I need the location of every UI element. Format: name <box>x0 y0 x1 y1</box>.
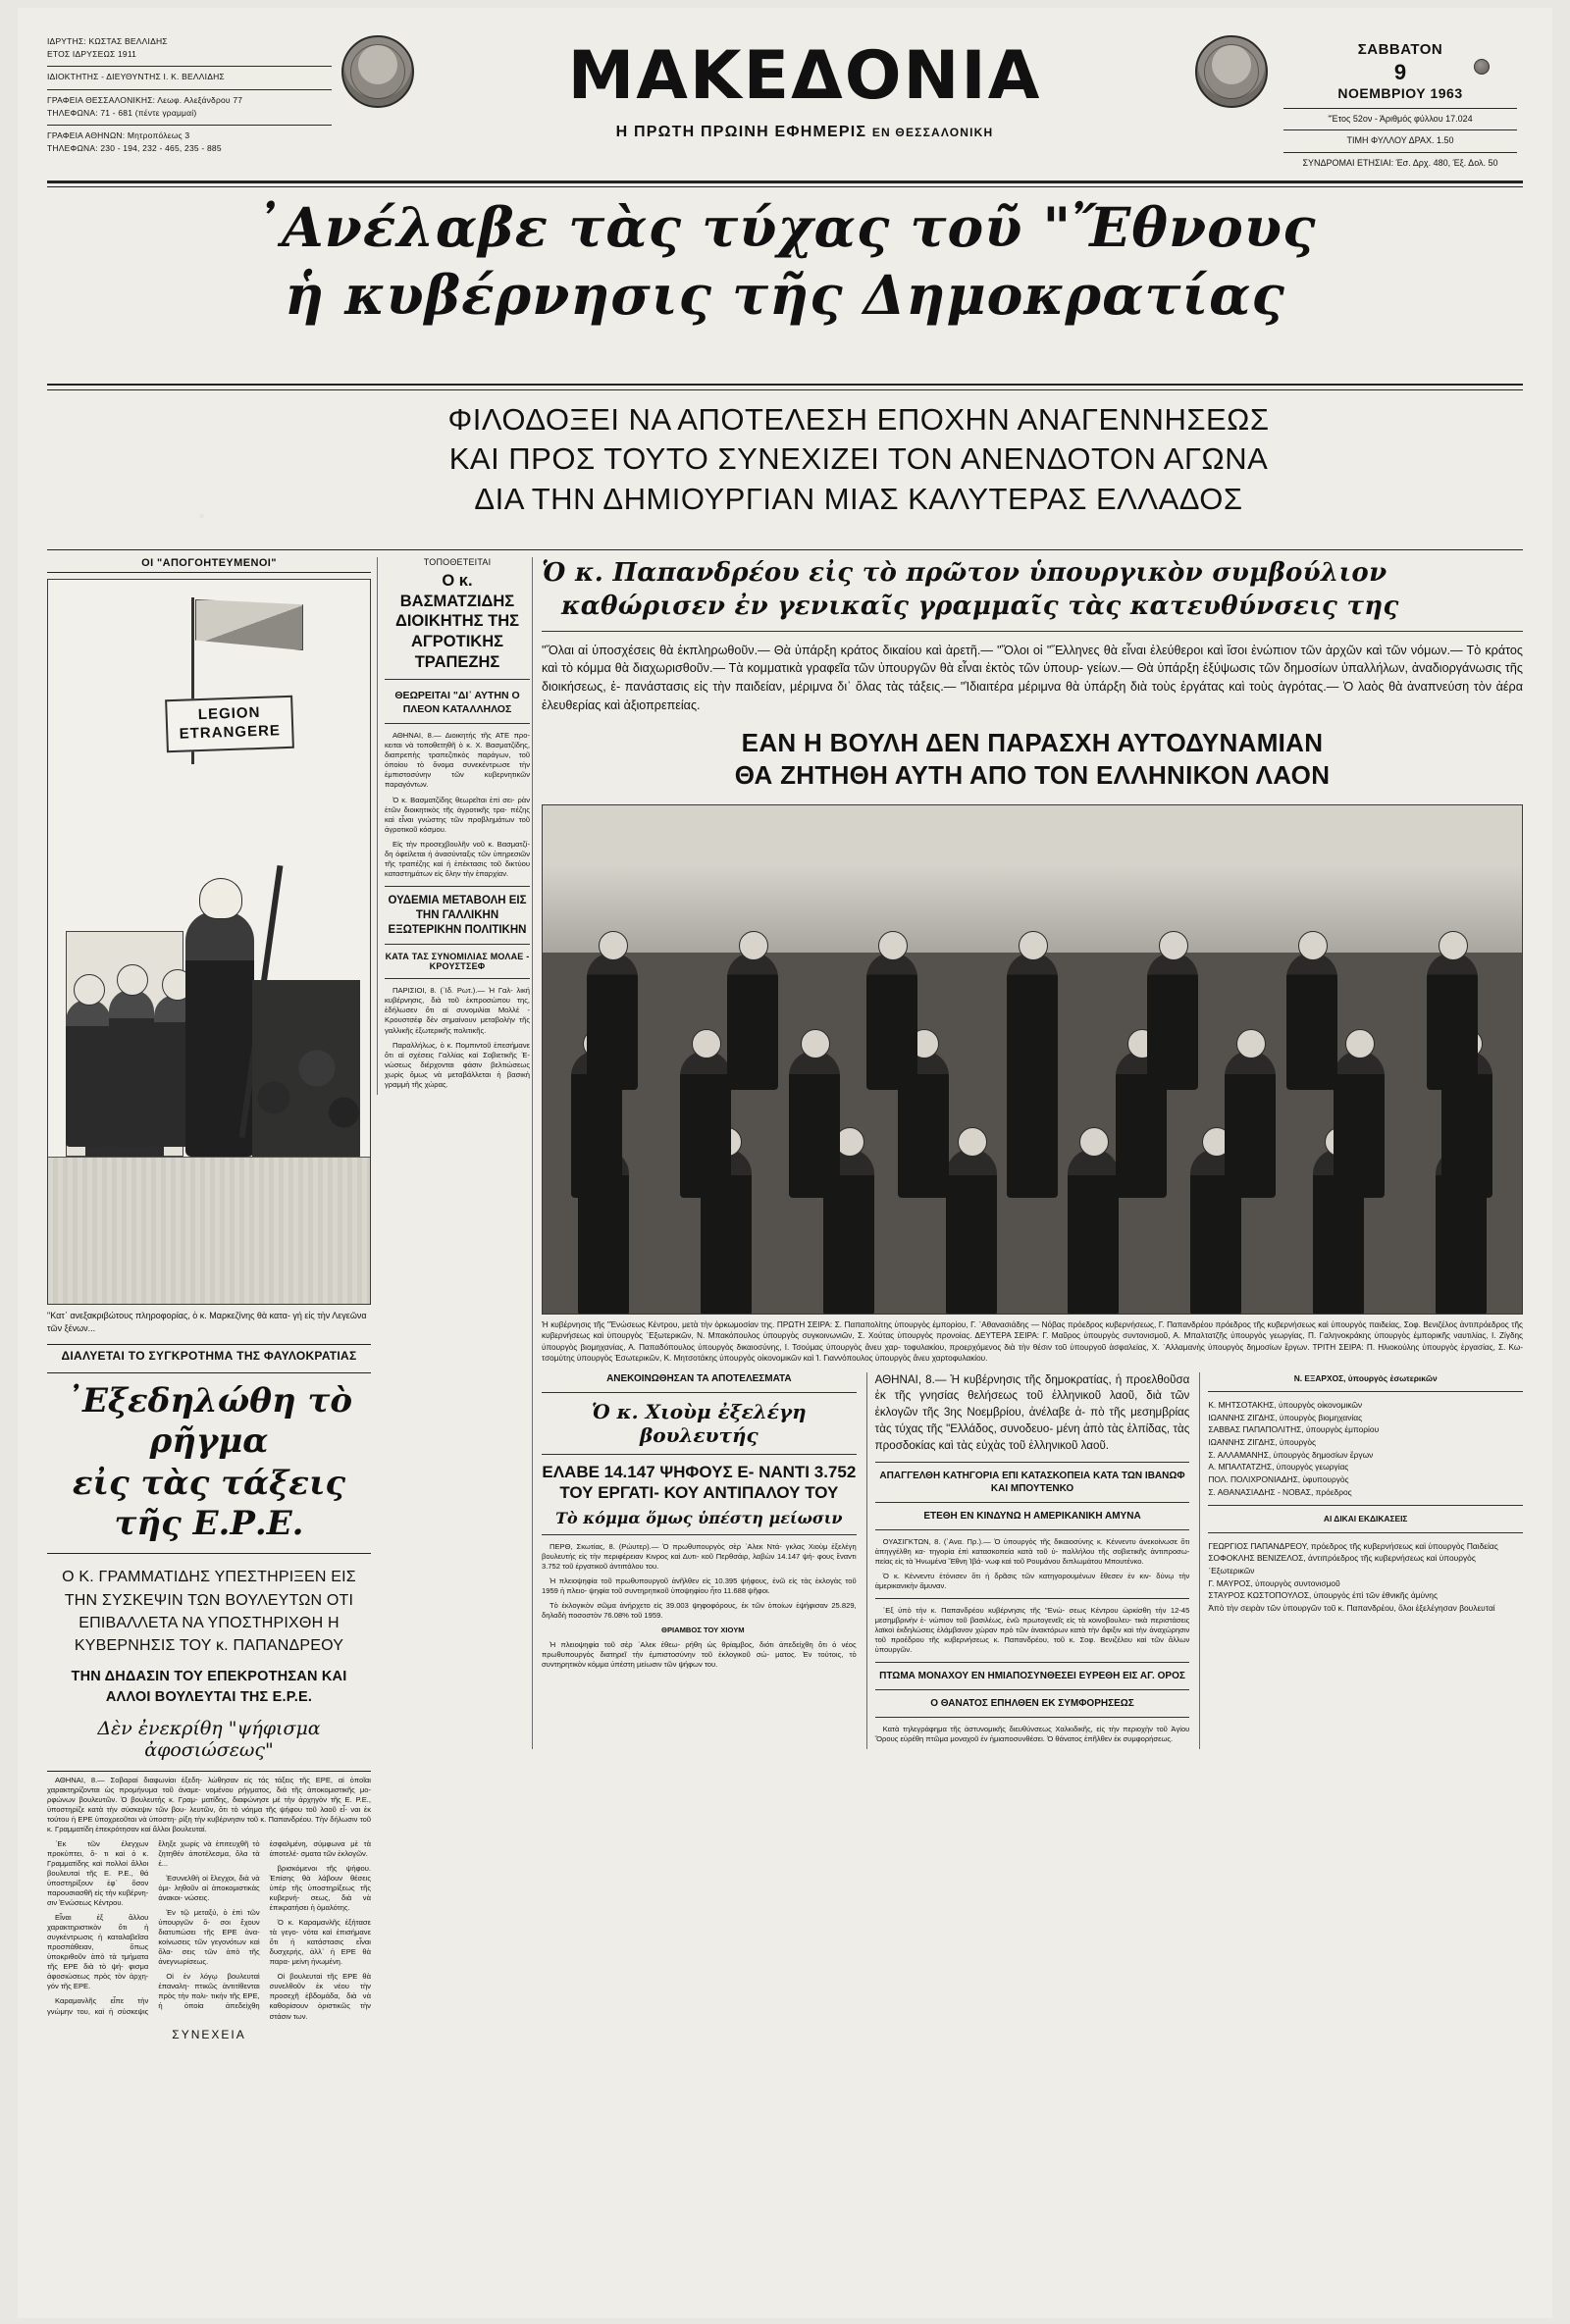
paragraph: ΠΑΡΙΣΙΟΙ, 8. (᾽Ιδ. Ρωτ.).— Ἡ Γαλ- λική κυβέρνησις, διὰ τοῦ ἐκπροσώπου της, ἐδήλωσεν ὅτι αἱ συνομιλίαι Μολλέ - Κρουστσέφ δὲν σημαίνουν μεταβολὴν τῆς γαλλικῆς ἐξωτερικῆς πολιτικῆς. <box>385 986 530 1035</box>
date-number: 9 <box>1393 59 1407 84</box>
owner-line: ΙΔΙΟΚΤΗΤΗΣ - ΔΙΕΥΘΥΝΤΗΣ Ι. Κ. ΒΕΛΛΙΔΗΣ <box>47 72 225 82</box>
paragraph: Ἡ πλειοψηφία τοῦ σὲρ ᾽Αλεκ ἐθεω- ρήθη ὡς θρίαμβος, διότι ἀπεδείχθη ὅτι ὁ νέος πρωθυπουργὸς διατηρεῖ τὴν ἐμπιστοσύνην τοῦ ἐκλογικοῦ σώ- ματος. Ἐν τούτοις, τὸ συντηρητικὸν κόμμα ὑπέστη μείωσιν τῶν ψήφων του. <box>542 1640 857 1670</box>
parliament-headline <box>542 727 1523 793</box>
founded-year: ΕΤΟΣ ΙΔΡΥΣΕΩΣ 1911 <box>47 49 137 60</box>
paragraph: Τὸ ἐκλογικὸν σῶμα ἀνήρχετο εἰς 39.003 ψηφοφόρους, ἐκ τῶν ὁποίων ἐψήφισαν 25.829, δηλαδὴ ποσοστὸν 76.08% τοῦ 1959. <box>542 1601 857 1621</box>
spy-body <box>875 1537 1190 1591</box>
home-headline: Ὁ κ. Χιοὺμ ἐξελέγη βουλευτής <box>592 1399 807 1447</box>
main-column <box>542 557 1523 1749</box>
divider <box>1208 1532 1523 1533</box>
france-headline: ΟΥΔΕΜΙΑ ΜΕΤΑΒΟΛΗ ΕΙΣ ΤΗΝ ΓΑΛΛΙΚΗΝ ΕΞΩΤΕΡΙΚΗΝ ΠΟΛΙΤΙΚΗΝ <box>388 894 527 936</box>
divider <box>385 723 530 724</box>
political-cartoon <box>47 579 371 1305</box>
divider <box>1283 108 1517 109</box>
home-body <box>542 1542 857 1670</box>
person <box>1147 953 1198 1090</box>
masthead-publisher-info <box>47 29 332 177</box>
person <box>587 953 638 1090</box>
cabinet-script-headline <box>542 557 1523 624</box>
ministers-list <box>1208 1399 1523 1498</box>
list-item: ΣΤΑΥΡΟΣ ΚΩΣΤΟΠΟΥΛΟΣ, ὑπουργὸς ἐπὶ τῶν ἐθνικῆς ἀμύνης <box>1208 1590 1438 1601</box>
cabinet-lead-paragraph: "Ὅλαι αἱ ὑποσχέσεις θὰ ἐκπληρωθοῦν.— Θὰ ὑπάρξη κράτος δικαίου καὶ ἀρετῆ.— "Ὅλοι οἱ "Ἕλληνες θὰ εἶναι ἐλεύθεροι καὶ ἴσοι ἐνώπιον τῶν ἀρχῶν καὶ τῶν νόμων.— Τὸ κράτος καὶ τὸ κόμμα θὰ διαχωρισθοῦν.— Τὰ κομματικὰ γραφεῖα τῶν ὑπουργῶν θὰ εἶναι ἐκτὸς τῶν ὑπουρ- γείων.— Θὰ ὑπάρξη ἐξύψωσις τῶν δημοσίων ὑπαλλήλων, ἀναδιοργάνωσις τῆς διοικήσεως, ἐ- πανάστασις εἰς τὴν παιδείαν, μέριμνα δι᾽ ὅλας τὰς τάξεις.— "Ἰδιαιτέρα μέριμνα θὰ ὑπάρξη διὰ τοὺς ἐργάτας καὶ τοὺς ἀγρότας.— Ὁ λαὸς θὰ ἀναπνεύση τὸν ἀέρα ἐλευθερίας καὶ ἀξιοπρεπείας. <box>542 643 1523 713</box>
paragraph: βρισκόμενοι τῆς ψήφου. Ἐπίσης θὰ λάβουν θέσεις ὑπέρ τῆς ὑποστηρίξεως τῆς κυβερνή- σεως, διὰ νὰ ἐπικρατήσει ἡ ὁμαλότης. <box>269 1864 371 1913</box>
rupture-headline-2: εἰς τὰς τάξεις τῆς Ε.Ρ.Ε. <box>72 1463 346 1543</box>
list-item: ΣΑΒΒΑΣ ΠΑΠΑΠΟΛΙΤΗΣ, ὑπουργὸς ἐμπορίου <box>1208 1424 1380 1435</box>
deck-line-2: ΚΑΙ ΠΡΟΣ ΤΟΥΤΟ ΣΥΝΕΧΙΖΕΙ ΤΟΝ ΑΝΕΝΔΟΤΟΝ ΑΓΩΝΑ <box>448 441 1269 477</box>
divider <box>1208 1505 1523 1506</box>
list-item: Γ. ΜΑΥΡΟΣ, ὑπουργὸς συντονισμοῦ <box>1208 1577 1340 1588</box>
ministers-title: Ν. ΕΞΑΡΧΟΣ, ὑπουργὸς ἐσωτερικῶν <box>1293 1372 1438 1383</box>
paragraph: Καραμανλῆς εἶπε τὴν γνώμην του, καὶ ἡ σύσκεψις ἔληξε χωρίς νὰ ἐπιτευχθῆ τὸ ζητηθέν ἀποτέλεσμα, ὅλα τὰ ἐ... <box>47 1839 260 2016</box>
home-body-subhead: ΘΡΙΑΜΒΟΣ ΤΟΥ ΧΙΟΥΜ <box>661 1626 745 1635</box>
emblem-right-icon <box>1195 35 1268 108</box>
continuation-mark: ΣΥΝΕΧΕΙΑ <box>172 2027 246 2041</box>
paragraph: Ἐσυνελθὴ οἱ ἔλεγχοι, διὰ νὰ ὁμι- ληθοῦν αἱ ἀποκομιστικὰς ἀνακοι- νώσεις. <box>158 1874 260 1903</box>
divider <box>542 1454 857 1455</box>
ground <box>48 1157 370 1304</box>
atb-body <box>385 731 530 878</box>
rupture-subhead-2: ΤΗΝ ΔΗΔΑΣΙΝ ΤΟΥ ΕΠΕΚΡΟΤΗΣΑΝ ΚΑΙ ΑΛΛΟΙ ΒΟΥΛΕΥΤΑΙ ΤΗΣ Ε.Ρ.Ε. <box>71 1669 347 1706</box>
list-item: ΠΟΛ. ΠΟΛΙΧΡΟΝΙΑΔΗΣ, ὑφυπουργὸς <box>1208 1473 1349 1484</box>
parliament-line-2: ΘΑ ΖΗΤΗΘΗ ΑΥΤΗ ΑΠΟ ΤΟΝ ΕΛΛΗΝΙΚΟΝ ΛΑΟΝ <box>734 760 1331 791</box>
headline-deck <box>243 400 1474 519</box>
paragraph: Κατὰ τηλεγράφημα τῆς ἀστυνομικῆς διευθύνσεως Χαλκιδικῆς, εἰς τὴν περιοχὴν τοῦ Ἁγίου Ὄρους εὑρέθη πτῶμα μοναχοῦ ἐν ἡμιαποσυνθέσει. Ὁ θάνατος ἐπῆλθεν ἐκ συμφορήσεως. <box>874 1724 1190 1743</box>
list-item: Σ. ΑΘΑΝΑΣΙΑΔΗΣ - ΝΟΒΑΣ, πρόεδρος <box>1208 1486 1352 1497</box>
list-item: ΓΕΩΡΓΙΟΣ ΠΑΠΑΝΔΡΕΟΥ, πρόεδρος τῆς κυβερνήσεως καὶ ὑπουργὸς Παιδείας <box>1208 1540 1498 1551</box>
secondary-column <box>385 557 530 1095</box>
lower-subcolumns <box>542 1372 1523 1749</box>
home-kicker: ΑΝΕΚΟΙΝΩΘΗΣΑΝ ΤΑ ΑΠΟΤΕΛΕΣΜΑΤΑ <box>606 1372 792 1384</box>
person <box>1427 953 1478 1090</box>
divider <box>47 1553 371 1554</box>
office-athens: ΓΡΑΦΕΙΑ ΑΘΗΝΩΝ: Μητροπόλεως 3 <box>47 129 190 140</box>
person <box>727 953 778 1090</box>
paragraph: Εἶναι ἐξ ἄλλου χαρακτηριστικὸν ὅτι ἡ συγκέντρωσις ἡ καταλαβεῖσα προσπάθειαν, ὅπως ὑποκριθοῦν ἀπὸ τὰ τμήματα τῆς ΕΡΕ διὰ τὸ ψή- φισμα ἀφοσιώσεως πρὸς τὸν ἀρχη- γόν τῆς ΕΡΕ. <box>47 1913 149 1991</box>
list-item: Κ. ΜΗΤΣΟΤΑΚΗΣ, ὑπουργὸς οἰκονομικῶν <box>1208 1400 1363 1411</box>
emblem-left-icon <box>341 35 414 108</box>
divider <box>47 66 332 67</box>
rupture-headline-1: ᾽Εξεδηλώθη τὸ ρῆγμα <box>65 1381 353 1461</box>
paragraph: Ὁ κ. Καραμανλῆς ἐξήτασε τὰ γεγο- νότα καὶ ἐπισήμανε ὅτι ἡ κατάστασις εἶναι δυσχερής, ἀλλ᾽ ἡ ΕΡΕ θὰ παρα- μείνη ἡνωμένη. <box>269 1918 371 1967</box>
home-election-article <box>542 1372 857 1749</box>
divider <box>385 679 530 680</box>
list-item: ΙΩΑΝΝΗΣ ΖΙΓΔΗΣ, ὑπουργὸς <box>1208 1437 1317 1448</box>
cartoon-figure <box>109 990 154 1147</box>
home-subhead: ΕΛΑΒΕ 14.147 ΨΗΦΟΥΣ Ε- ΝΑΝΤΙ 3.752 ΤΟΥ ΕΡΓΑΤΙ- ΚΟΥ ΑΝΤΙΠΑΛΟΥ ΤΟΥ <box>542 1462 857 1502</box>
month-year: ΝΟΕΜΒΡΙΟΥ 1963 <box>1337 84 1463 101</box>
founder-line: ΙΔΡΥΤΗΣ: ΚΩΣΤΑΣ ΒΕΛΛΙΔΗΣ <box>47 36 168 46</box>
atb-subhead: ΘΕΩΡΕΙΤΑΙ "ΔΙ᾽ ΑΥΤΗΝ Ο ΠΛΕΟΝ ΚΑΤΑΛΛΗΛΟΣ <box>394 690 520 715</box>
paragraph: ΟΥΑΣΙΓΚΤΩΝ, 8. (᾽Ανα. Πρ.).— Ὁ ὑπουργὸς τῆς δικαιοσύνης κ. Κέννεντυ ἀνεκοίνωσε ὅτι ἀπηγγέλθη κα- τηγορία ἐπὶ κατασκοπεία κατὰ τοῦ ὑ- παλλήλου τῆς σοβιετικῆς ἀντιπροσω- πείας εἰς τὰ Ἡνωμένα Ἔθνη Ἰβά- νωφ καὶ τοῦ Ρουμάνου διπλωμάτου Μπουτένκο. <box>874 1536 1190 1566</box>
paragraph: ᾽Εκ τῶν ἐλεγχων προκύπτει, ὅ- τι καὶ ὁ κ. Γραμματίδης καὶ πολλοί ἄλλοι βουλευταί τῆς Ε. Ρ.Ε., θά ὑποστηρίξουν ἐφ᾽ ὅσον παρουσιασθῆ εἰς τὴν κυβέρνη- σιν Ἑνώσεως Κέντρου. <box>47 1839 149 1908</box>
banner-rule-b <box>47 389 1523 390</box>
columns-area <box>47 557 1523 2308</box>
list-item: ΙΩΑΝΝΗΣ ΖΙΓΔΗΣ, ὑπουργὸς βιομηχανίας <box>1208 1412 1363 1422</box>
photo-row-front <box>543 953 1522 1090</box>
script-line-2: καθώρισεν ἐν γενικαῖς γραμμαῖς τὰς κατευθύνσεις της <box>561 591 1399 621</box>
phones-thessaloniki: ΤΗΛΕΦΩΝΑ: 71 - 681 (πέντε γραμμαί) <box>47 107 197 118</box>
paragraph: ᾽Εξ ὑπὸ τὴν κ. Παπανδρέου κυβέρνησις τῆς "Ενώ- σεως Κέντρου ὡρκίσθη τὴν 12-45 μεσημβρινὴν ἐ- νώπιον τοῦ βασιλέως, ἐνῶ πρωτογενεῖς εἰς τὰ κοινοβουλευ- τικὰ περιστάσεις λαϊκοὶ ἐκδηλώσεις ἐλάμβανον χώραν πρὸ τῶν ἀνακτόρων κατὰ τὴν ἄφιξιν καὶ τὴν ἀναχώρησιν τοῦ προέδρου τῆς κυβερνήσεως κ. Παπανδρέου, τοῦ κ. Σοφ. Βενιζέλου καὶ τῶν ἄλλων ὑπουργῶν. <box>874 1605 1190 1654</box>
paragraph: Ὁ κ. Κέννεντυ ἐτόνισεν ὅτι ἡ δρᾶσις τῶν κατηγορουμένων ἔθεσεν ἐν κιν- δύνῳ τὴν ἀμερικανικὴν ἄμυναν. <box>874 1571 1190 1590</box>
monk-body <box>875 1725 1190 1744</box>
divider <box>875 1462 1190 1463</box>
divider <box>47 1372 371 1373</box>
divider <box>47 1344 371 1345</box>
paragraph: ΑΘΗΝΑΙ, 8.— Διοικητής τῆς ΑΤΕ προ- κειται νὰ τοποθετηθῆ ὁ κ. Χ. Βασματζίδης, διαπρεπὴς τραπεζιτικὸς παράγων, τοῦ ὁποίου τὸ ὄνομα συνεκέντρωσε τὴν ἐμπιστοσύνην τῶν κυβερνητικῶν παραγόντων. <box>385 731 530 790</box>
masthead-rule-thin <box>47 186 1523 187</box>
spy-subkicker: ΕΤΕΘΗ ΕΝ ΚΙΝΔΥΝΩ Η ΑΜΕΡΙΚΑΝΙΚΗ ΑΜΥΝΑ <box>923 1510 1141 1522</box>
divider <box>542 1534 857 1535</box>
divider <box>1283 129 1517 130</box>
deck-line-1: ΦΙΛΟΔΟΞΕΙ ΝΑ ΑΠΟΤΕΛΕΣΗ ΕΠΟΧΗΝ ΑΝΑΓΕΝΝΗΣΕΩΣ <box>447 402 1270 437</box>
person <box>866 953 917 1090</box>
globe-icon <box>1474 59 1490 75</box>
france-subhead: ΚΑΤΑ ΤΑΣ ΣΥΝΟΜΙΛΙΑΣ ΜΟΛΑΕ - ΚΡΟΥΣΤΣΕΦ <box>385 952 530 972</box>
subtitle-main: Η ΠΡΩΤΗ ΠΡΩΙΝΗ ΕΦΗΜΕΡΙΣ <box>615 124 867 140</box>
list-item: Α. ΜΠΑΛΤΑΤΖΗΣ, ὑπουργὸς γεωργίας <box>1208 1462 1349 1472</box>
cartoon-caption: "Κατ᾽ ανεξακριβώτους πληροφορίας, ὁ κ. Μαρκεζίνης θὰ κατα- γή εἰς τὴν Λεγεῶνα τῶν ξένων... <box>47 1311 367 1333</box>
divider <box>385 944 530 945</box>
cabinet-photo-caption: Ἡ κυβέρνησις τῆς "Ἑνώσεως Κέντρου, μετὰ τὴν ὁρκωμοσίαν της. ΠΡΩΤΗ ΣΕΙΡΑ: Σ. Παπαπολίτης ὑπουργὸς ἐμπορίου, Γ. ᾽Αθανασιάδης — Νόβας πρόεδρος κυβερνήσεως, Γ. Παπανδρέου πρόεδρος τῆς κυβερνήσεως καὶ ὑπουργὸς παιδείας, Σοφ. Βενιζέλος ἀντιπρόεδρος τῆς κυβερνήσεως καὶ ὑπουργὸς ᾽Εξωτερικῶν, Ν. Μπακόπουλος ὑπουργὸς συγκοινωνιῶν, Σ. Χούτας ὑπουργὸς προνοίας. ΔΕΥΤΕΡΑ ΣΕΙΡΑ: Γ. Μαῦρος ὑπουργὸς συντονισμοῦ, Α. Μπαλτατζῆς ὑπουργὸς γεωργίας, Π. Γαληνοκράκης ὑπουργὸς ἐμπορικῆς ναυτιλίας, Ι. Ζίγδης ὑπουργὸς βιομηχανίας, Α. Παπαδόπουλος ὑπουργὸς δικαιοσύνης, Ι. Τσούμας ὑπουργὸς ἄνευ χαρ- τοφυλακίου, προερχόμενος διὰ τὴν θέσιν τοῦ ὑπουργοῦ ἀσφαλείας, Χ. ᾽Αλλαμανὴς ὑπουργὸς δημοσίων ἔργων. ΤΡΙΤΗ ΣΕΙΡΑ: Π. Ηλιοκούλης ὑπουργὸς ἐργασίας, Σ. Κω- τσομύτης ὑπουργὸς Ἐσωτερικῶν, Κ. Μητσοτάκης ὑπουργὸς οἰκονομικῶν καὶ Ἰ. Γιαννόπουλος ὑπουργὸς ἄνευ χαρτοφυλακίου. <box>542 1319 1523 1364</box>
column-divider <box>377 557 378 1095</box>
column-divider <box>532 557 533 1749</box>
divider <box>875 1689 1190 1690</box>
paragraph: Οἱ ἐν λόγῳ βουλευταὶ ἐπαναλη- πτικῶς ἀντιτίθενται πρὸς τὴν πολι- τικήν τῆς ΕΡΕ, ἡ ὁποία ἀπεδείχθη ἐσφαλμένη, σύμφωνα μὲ τὰ ἀποτελέ- σματα τῶν ἐκλογῶν. <box>158 1839 371 2011</box>
divider <box>1283 152 1517 153</box>
gov-lead: ΑΘΗΝΑΙ, 8.— Ἡ κυβέρνησις τῆς δημοκρατίας, ἡ προελθοῦσα ἐκ τῆς γνησίας θελήσεως τοῦ ἑλληνικοῦ λαοῦ, διὰ τῶν ἐκλογῶν τῆς 3ης Νοεμβρίου, ἀνέλαβε ἀ- πὸ τῆς μεσημβρίας τὰς τύχας τῆς "Ελλάδος, συνοδευο- μένη ἀπὸ τὰς ἐλπίδας, τὰς προσδοκίας καὶ τὰς εὐχὰς τοῦ ἑλληνικοῦ λαοῦ. <box>874 1372 1190 1452</box>
divider <box>1208 1391 1523 1392</box>
divider <box>385 978 530 979</box>
divider <box>875 1662 1190 1663</box>
person <box>1007 953 1058 1090</box>
paragraph: Ἐν τῷ μεταξύ, ὁ ἐπὶ τῶν ὑπουργῶν ὅ- σοι ἔχουν διατυπώσει τῆς ΕΡΕ ἀνα- κοίνωσεις τῶν γεγονότων καὶ ὅλα- σεις τῶν ἀπὸ τῆς ἀνεγνωρίσεως. <box>158 1908 260 1967</box>
rupture-lead <box>47 1776 371 1834</box>
headline-line-1: ᾽Ανέλαβε τὰς τύχας τοῦ "Ἔθνους <box>253 195 1317 259</box>
government-sworn-article <box>866 1372 1190 1749</box>
divider <box>385 886 530 887</box>
divider <box>47 89 332 90</box>
phones-athens: ΤΗΛΕΦΩΝΑ: 230 - 194, 232 - 465, 235 - 885 <box>47 143 222 154</box>
paragraph: ΑΘΗΝΑΙ, 8.— Σοβαραί διαφωνίαι έξεδη- λώθησαν είς τάς τάξεις τῆς ΕΡΕ, αἱ ὁποῖαι χαρακτηρίζονται ὡς προμήνυμα τοῦ ἀναμε- νομένου ρήγματος, διά τῆς ἀποκομιστικῆς μο- ρφώνων βουλευτῶν. Ὁ βουλευτής κ. Γραμ- ματίδης, διαφώνησε μέ τὴν ἀρχηγὸν τῆς Ε. Ρ.Ε., ὑποστηρίζε κατὰ τὴν σύσκεψιν τῶν βου- λευτῶν, ὅτι τὸ νόημα τῆς ψήφου τοῦ λαοῦ εἶ- ναι ἐκ τούτου ἡ ΕΡΕ ὑποχρεοῦται νὰ ὑποστη- ρίξη τὴν κυβέρνησιν τοῦ κ. Παπανδρέου. Τὴν δήλωσιν τοῦ κ. Γραμματίδη ἐπεκρότησαν καί ἄλλοι βουλευταί. <box>47 1776 371 1834</box>
divider <box>542 1392 857 1393</box>
divider <box>47 1771 371 1772</box>
masthead-date-block <box>1278 29 1523 177</box>
masthead-rule-thick <box>47 181 1523 183</box>
deck-line-3: ΔΙΑ ΤΗΝ ΔΗΜΙΟΥΡΓΙΑΝ ΜΙΑΣ ΚΑΛΥΤΕΡΑΣ ΕΛΛΑΔΟΣ <box>474 481 1243 516</box>
gov-body-2 <box>875 1606 1190 1655</box>
page-title: ΜΑΚΕΔΟΝΙΑ <box>567 37 1042 115</box>
monk-headline: ΠΤΩΜΑ ΜΟΝΑΧΟΥ ΕΝ ΗΜΙΑΠΟΣΥΝΘΕΣΕΙ ΕΥΡΕΘΗ ΕΙΣ ΑΓ. ΟΡΟΣ <box>879 1670 1185 1681</box>
cabinet-photo <box>542 804 1523 1315</box>
script-line-1: Ὁ κ. Παπανδρέου εἰς τὸ πρῶτον ὑπουργικὸν συμβούλιον <box>542 558 1387 588</box>
divider <box>875 1598 1190 1599</box>
paragraph: ΠΕΡΘ, Σκωτίας, 8. (Ρώυτερ).— Ὁ πρωθυπουργὸς σὲρ ᾽Αλεκ Ντά- γκλας Χιοὺμ ἐξελέγη βουλευτής εἰς τὴν περιφέρειαν Κινρος καὶ Δυτι- κοῦ Περθσάιρ, λαβὼν 14.147 ψή- φους ἔναντι 3.752 τοῦ ἐργατικοῦ ἀντιπάλου του. <box>542 1542 857 1572</box>
rupture-subhead: Ο Κ. ΓΡΑΜΜΑΤΙΔΗΣ ΥΠΕΣΤΗΡΙΞΕΝ ΕΙΣ ΤΗΝ ΣΥΣΚΕΨΙΝ ΤΩΝ ΒΟΥΛΕΥΤΩΝ ΟΤΙ ΕΠΙΒΑΛΛΕΤΑ ΝΑ ΥΠΟΣΤΗΡΙΧΘΗ Η ΚΥΒΕΡΝΗΣΙΣ ΤΟΥ κ. ΠΑΠΑΝΔΡΕΟΥ <box>62 1569 356 1654</box>
weekday: ΣΑΒΒΑΤΟΝ <box>1357 41 1443 58</box>
divider <box>542 631 1523 632</box>
masthead-title-block <box>332 29 1278 177</box>
masthead-subtitle <box>332 124 1278 141</box>
legion-sign: LEGION ETRANGERE <box>165 696 294 752</box>
paragraph: Ὁ κ. Βασματζίδης θεωρεῖται ἐπὶ σει- ρὰν ἐτῶν διοικητικὸς τῆς ἀγροτικῆς τρα- πέζης καὶ εἶναι γνώστης τῶν προβλημάτων τοῦ ἀγροτικοῦ κόσμου. <box>385 795 530 834</box>
rupture-kicker: ΔΙΑΛΥΕΤΑΙ ΤΟ ΣΥΓΚΡΟΤΗΜΑ ΤΗΣ ΦΑΥΛΟΚΡΑΤΙΑΣ <box>61 1349 357 1364</box>
monk-subhead: Ο ΘΑΝΑΤΟΣ ΕΠΗΛΘΕΝ ΕΚ ΣΥΜΦΟΡΗΣΕΩΣ <box>930 1697 1134 1709</box>
cartoon-kicker: ΟΙ "ΑΠΟΓΟΗΤΕΥΜΕΝΟΙ" <box>47 557 371 573</box>
list-item: Ἀπὸ τὴν σειρὰν τῶν ὑπουργῶν τοῦ κ. Παπανδρέου, ὅλοι ἐξελέγησαν βουλευταί <box>1208 1602 1495 1613</box>
crowd-group <box>252 862 360 1157</box>
paragraph: Εἰς τὴν προσεχβουλῆν νοῦ κ. Βασματζί- δη ὀφείλεται ἡ ἀνασύνταξις τῶν ὑπηρεσιῶν τῆς τραπέζης καὶ ἡ ἐπέκτασις τοῦ δικτύου καταστημάτων εἰς ὅλην τὴν ἐπαρχίαν. <box>385 839 530 878</box>
rupture-body <box>47 1839 371 2021</box>
trials-list <box>1208 1540 1523 1615</box>
banner-rule-a <box>47 384 1523 386</box>
flag-icon <box>195 599 303 650</box>
office-thessaloniki: ΓΡΑΦΕΙΑ ΘΕΣΣΑΛΟΝΙΚΗΣ: Λεωφ. Αλεξάνδρου 77 <box>47 94 243 105</box>
subscriptions: ΣΥΝΔΡΟΜΑΙ ΕΤΗΣΙΑΙ: Έσ. Δρχ. 480, Έξ. Δολ. 50 <box>1302 157 1498 168</box>
home-subhead-2: Τὸ κόμμα ὅμως ὑπέστη μείωσιν <box>555 1509 843 1528</box>
cartoon-column <box>47 557 371 2041</box>
spy-kicker: ΑΠΑΓΓΕΛΘΗ ΚΑΤΗΓΟΡΙΑ ΕΠΙ ΚΑΤΑΣΚΟΠΕΙΑ ΚΑΤΑ ΤΩΝ ΙΒΑΝΩΦ ΚΑΙ ΜΠΟΥΤΕΝΚΟ <box>879 1470 1185 1494</box>
rupture-italic-note: Δὲν ἐνεκρίθη "ψήφισμα ἀφοσιώσεως" <box>97 1718 321 1762</box>
list-item: ΣΟΦΟΚΛΗΣ ΒΕΝΙΖΕΛΟΣ, ἀντιπρόεδρος τῆς κυβερνήσεως καὶ ὑπουργὸς ᾽Εξωτερικῶν <box>1208 1553 1476 1575</box>
headline-line-2: ἡ κυβέρνησις τῆς Δημοκρατίας <box>285 263 1285 328</box>
trials-title: ΑΙ ΔΙΚΑΙ ΕΚΔΙΚΑΣΕΙΣ <box>1323 1514 1408 1524</box>
paper-sheet <box>18 8 1552 2318</box>
divider <box>875 1502 1190 1503</box>
divider <box>875 1717 1190 1718</box>
price: ΤΙΜΗ ΦΥΛΛΟΥ ΔΡΑΧ. 1.50 <box>1346 135 1454 145</box>
deck-rule <box>47 549 1523 550</box>
list-item: Σ. ΑΛΛΑΜΑΝΗΣ, ὑπουργὸς δημοσίων ἔργων <box>1208 1449 1374 1460</box>
paragraph: Οἱ βουλευταὶ τῆς ΕΡΕ θὰ συνελθοῦν ἐκ νέου τὴν προσεχῆ ἑβδομάδα, διὰ νὰ καθορίσουν ὁριστικῶς τὴν στάσιν των. <box>269 1972 371 2021</box>
atb-headline: Ο κ. ΒΑΣΜΑΤΖΙΔΗΣ ΔΙΟΙΚΗΤΗΣ ΤΗΣ ΑΓΡΟΤΙΚΗΣ ΤΡΑΠΕΖΗΣ <box>394 572 520 671</box>
france-body <box>385 986 530 1089</box>
cartoon-figure <box>66 1000 111 1147</box>
atb-kicker: ΤΟΠΟΘΕΤΕΙΤΑΙ <box>423 557 492 567</box>
divider <box>47 125 332 126</box>
ministers-list-column <box>1199 1372 1523 1749</box>
paragraph: Παραλλήλως, ὁ κ. Πομπιντοῦ ἐπεσήμανε ὅτι αἱ σχέσεις Γαλλίας καὶ Σοβιετικῆς Ἑ- νώσεως διέρχονται φάσιν βελτιώσεως χωρὶς ὅμως νὰ μεταβάλλεται ἡ βασικὴ γραμμὴ τῆς χώρας. <box>385 1040 530 1089</box>
main-headline <box>47 196 1523 327</box>
subtitle-place: ΕΝ ΘΕΣΣΑΛΟΝΙΚΗ <box>871 126 994 139</box>
parliament-line-1: ΕΑΝ Η ΒΟΥΛΗ ΔΕΝ ΠΑΡΑΣΧΗ ΑΥΤΟΔΥΝΑΜΙΑΝ <box>741 728 1324 758</box>
masthead <box>47 29 1523 177</box>
person <box>1286 953 1337 1090</box>
paragraph: Ἡ πλειοψηφία τοῦ πρωθυπουργοῦ ἀνῆλθεν εἰς 10.395 ψήφους, ἐνῶ εἰς τὰς ἐκλογὰς τοῦ 1959 ἡ πλειο- ψηφία τοῦ συντηρητικοῦ ὑποψηφίου ἦτο 11.688 ψῆφοι. <box>542 1576 857 1596</box>
volume-issue: "Έτος 52ον - Άριθμός φύλλου 17.024 <box>1328 113 1473 124</box>
divider <box>875 1529 1190 1530</box>
